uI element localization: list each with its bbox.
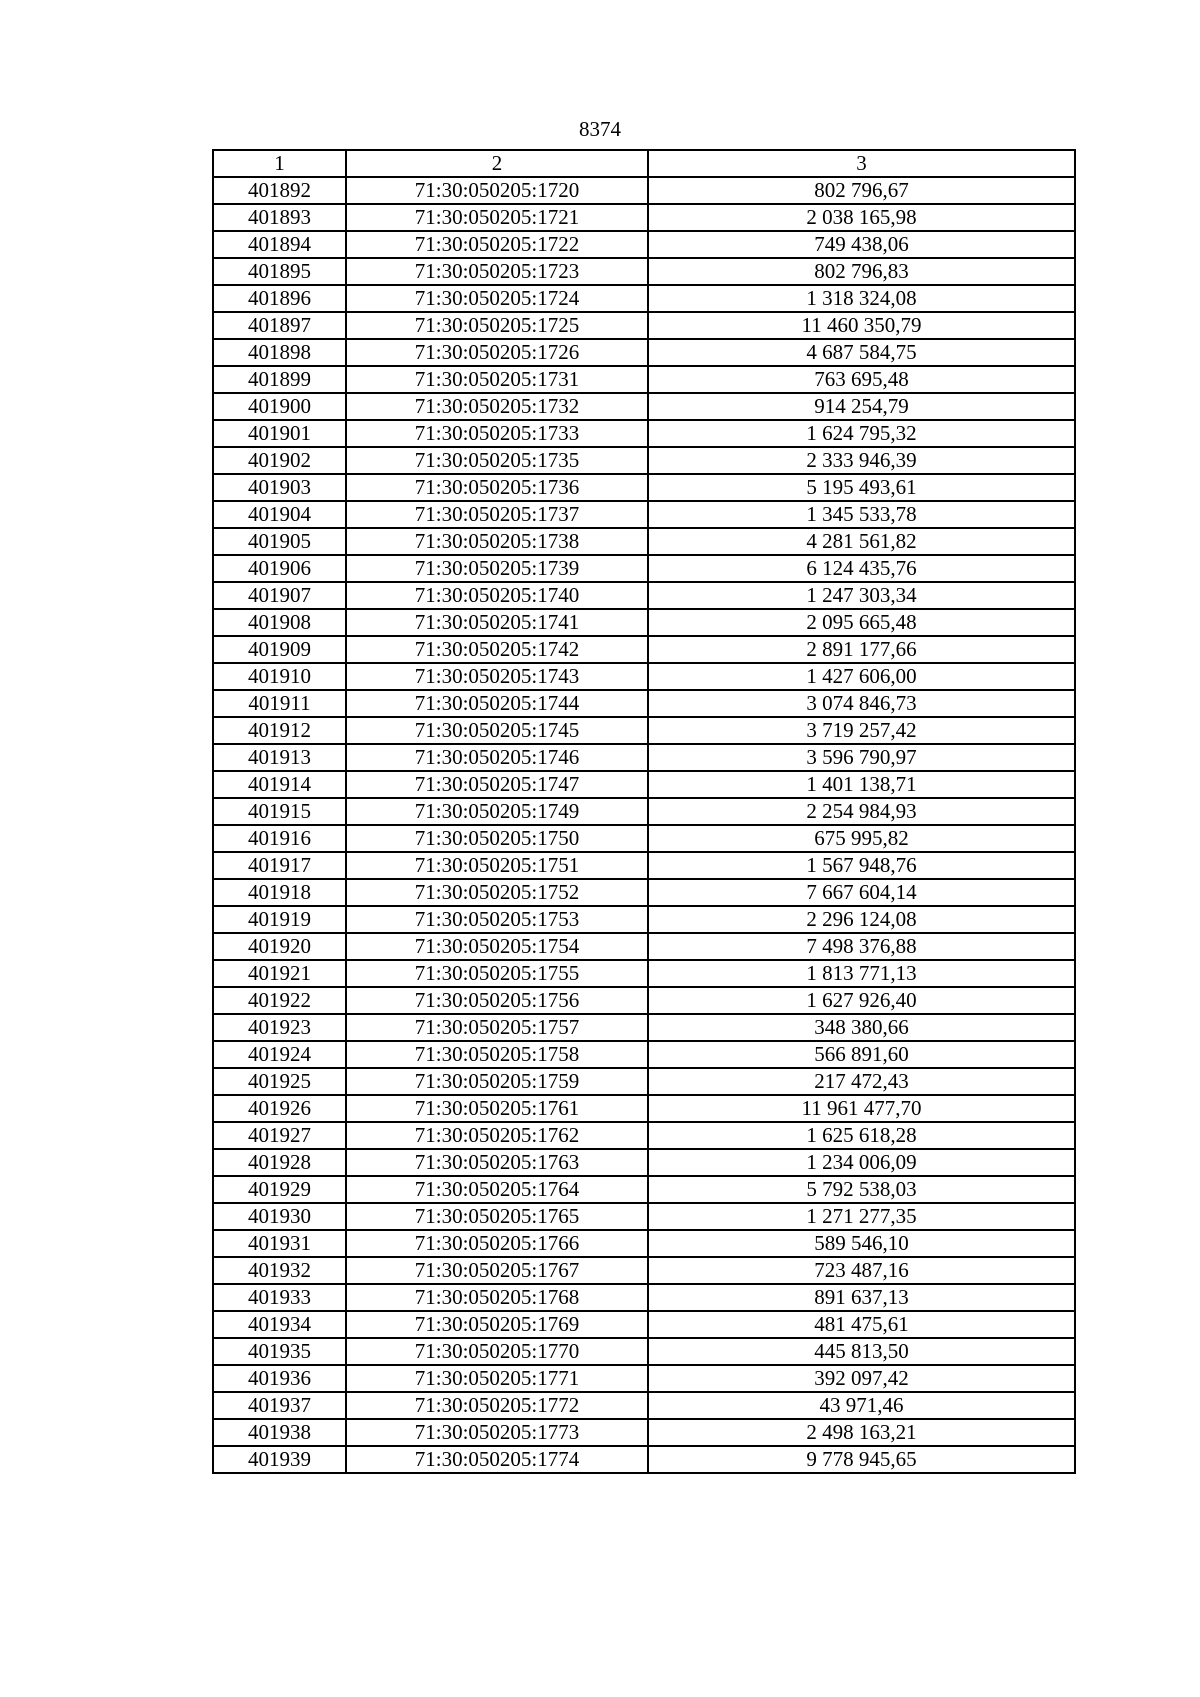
row-number-cell: 401895	[213, 258, 346, 285]
header-cell-3: 3	[648, 150, 1075, 177]
value-cell: 4 687 584,75	[648, 339, 1075, 366]
row-number-cell: 401900	[213, 393, 346, 420]
row-number-cell: 401939	[213, 1446, 346, 1473]
cadastral-number-cell: 71:30:050205:1766	[346, 1230, 648, 1257]
cadastral-number-cell: 71:30:050205:1743	[346, 663, 648, 690]
table-row	[213, 825, 1075, 852]
value-cell: 1 625 618,28	[648, 1122, 1075, 1149]
value-cell: 392 097,42	[648, 1365, 1075, 1392]
row-number-cell: 401932	[213, 1257, 346, 1284]
cadastral-number-cell: 71:30:050205:1749	[346, 798, 648, 825]
table-row	[213, 1176, 1075, 1203]
row-number-cell: 401933	[213, 1284, 346, 1311]
value-cell: 2 038 165,98	[648, 204, 1075, 231]
value-cell: 566 891,60	[648, 1041, 1075, 1068]
row-number-cell: 401917	[213, 852, 346, 879]
value-cell: 914 254,79	[648, 393, 1075, 420]
cadastral-number-cell: 71:30:050205:1733	[346, 420, 648, 447]
value-cell: 4 281 561,82	[648, 528, 1075, 555]
table-row	[213, 1257, 1075, 1284]
row-number-cell: 401916	[213, 825, 346, 852]
cadastral-number-cell: 71:30:050205:1725	[346, 312, 648, 339]
cadastral-number-cell: 71:30:050205:1771	[346, 1365, 648, 1392]
table-row	[213, 717, 1075, 744]
table-row	[213, 474, 1075, 501]
row-number-cell: 401908	[213, 609, 346, 636]
row-number-cell: 401920	[213, 933, 346, 960]
cadastral-number-cell: 71:30:050205:1752	[346, 879, 648, 906]
cadastral-number-cell: 71:30:050205:1754	[346, 933, 648, 960]
value-cell: 723 487,16	[648, 1257, 1075, 1284]
cadastral-number-cell: 71:30:050205:1762	[346, 1122, 648, 1149]
table-row	[213, 1419, 1075, 1446]
table-row	[213, 1284, 1075, 1311]
table-row	[213, 1230, 1075, 1257]
cadastral-number-cell: 71:30:050205:1770	[346, 1338, 648, 1365]
value-cell: 5 195 493,61	[648, 474, 1075, 501]
row-number-cell: 401931	[213, 1230, 346, 1257]
row-number-cell: 401921	[213, 960, 346, 987]
header-cell-2: 2	[346, 150, 648, 177]
table-row	[213, 1122, 1075, 1149]
value-cell: 1 627 926,40	[648, 987, 1075, 1014]
cadastral-number-cell: 71:30:050205:1723	[346, 258, 648, 285]
table-row	[213, 609, 1075, 636]
cadastral-number-cell: 71:30:050205:1736	[346, 474, 648, 501]
header-cell-1: 1	[213, 150, 346, 177]
table-row	[213, 1068, 1075, 1095]
cadastral-number-cell: 71:30:050205:1751	[346, 852, 648, 879]
value-cell: 1 271 277,35	[648, 1203, 1075, 1230]
table-row	[213, 744, 1075, 771]
cadastral-number-cell: 71:30:050205:1732	[346, 393, 648, 420]
value-cell: 3 719 257,42	[648, 717, 1075, 744]
cadastral-number-cell: 71:30:050205:1739	[346, 555, 648, 582]
cadastral-number-cell: 71:30:050205:1773	[346, 1419, 648, 1446]
cadastral-number-cell: 71:30:050205:1759	[346, 1068, 648, 1095]
value-cell: 802 796,83	[648, 258, 1075, 285]
value-cell: 11 961 477,70	[648, 1095, 1075, 1122]
cadastral-number-cell: 71:30:050205:1740	[346, 582, 648, 609]
value-cell: 675 995,82	[648, 825, 1075, 852]
cadastral-number-cell: 71:30:050205:1726	[346, 339, 648, 366]
value-cell: 1 401 138,71	[648, 771, 1075, 798]
cadastral-number-cell: 71:30:050205:1755	[346, 960, 648, 987]
table-row	[213, 636, 1075, 663]
table-row	[213, 555, 1075, 582]
table-row	[213, 366, 1075, 393]
table-row	[213, 177, 1075, 204]
cadastral-number-cell: 71:30:050205:1738	[346, 528, 648, 555]
table-row	[213, 393, 1075, 420]
value-cell: 802 796,67	[648, 177, 1075, 204]
row-number-cell: 401899	[213, 366, 346, 393]
value-cell: 3 074 846,73	[648, 690, 1075, 717]
row-number-cell: 401911	[213, 690, 346, 717]
table-row	[213, 1311, 1075, 1338]
value-cell: 1 813 771,13	[648, 960, 1075, 987]
value-cell: 7 498 376,88	[648, 933, 1075, 960]
value-cell: 1 427 606,00	[648, 663, 1075, 690]
cadastral-number-cell: 71:30:050205:1764	[346, 1176, 648, 1203]
table-row	[213, 420, 1075, 447]
value-cell: 2 333 946,39	[648, 447, 1075, 474]
cadastral-number-cell: 71:30:050205:1767	[346, 1257, 648, 1284]
row-number-cell: 401893	[213, 204, 346, 231]
table-row	[213, 1365, 1075, 1392]
table-row	[213, 258, 1075, 285]
cadastral-number-cell: 71:30:050205:1724	[346, 285, 648, 312]
table-row	[213, 933, 1075, 960]
row-number-cell: 401901	[213, 420, 346, 447]
table-row	[213, 339, 1075, 366]
value-cell: 217 472,43	[648, 1068, 1075, 1095]
row-number-cell: 401928	[213, 1149, 346, 1176]
table-row	[213, 960, 1075, 987]
table-row	[213, 1203, 1075, 1230]
row-number-cell: 401929	[213, 1176, 346, 1203]
value-cell: 1 318 324,08	[648, 285, 1075, 312]
table-row	[213, 1338, 1075, 1365]
row-number-cell: 401936	[213, 1365, 346, 1392]
row-number-cell: 401925	[213, 1068, 346, 1095]
cadastral-number-cell: 71:30:050205:1721	[346, 204, 648, 231]
cadastral-number-cell: 71:30:050205:1745	[346, 717, 648, 744]
table-row	[213, 528, 1075, 555]
table-row	[213, 582, 1075, 609]
table-row	[213, 690, 1075, 717]
row-number-cell: 401926	[213, 1095, 346, 1122]
cadastral-number-cell: 71:30:050205:1772	[346, 1392, 648, 1419]
row-number-cell: 401919	[213, 906, 346, 933]
value-cell: 2 498 163,21	[648, 1419, 1075, 1446]
table-row	[213, 906, 1075, 933]
cadastral-number-cell: 71:30:050205:1768	[346, 1284, 648, 1311]
header-row	[213, 150, 1075, 177]
cadastral-number-cell: 71:30:050205:1753	[346, 906, 648, 933]
row-number-cell: 401934	[213, 1311, 346, 1338]
table-row	[213, 1149, 1075, 1176]
row-number-cell: 401903	[213, 474, 346, 501]
value-cell: 763 695,48	[648, 366, 1075, 393]
cadastral-number-cell: 71:30:050205:1747	[346, 771, 648, 798]
row-number-cell: 401927	[213, 1122, 346, 1149]
cadastral-number-cell: 71:30:050205:1765	[346, 1203, 648, 1230]
page-number: 8374	[579, 117, 621, 141]
table-row	[213, 312, 1075, 339]
row-number-cell: 401910	[213, 663, 346, 690]
table-row	[213, 852, 1075, 879]
value-cell: 11 460 350,79	[648, 312, 1075, 339]
table-row	[213, 285, 1075, 312]
cadastral-number-cell: 71:30:050205:1757	[346, 1014, 648, 1041]
value-cell: 1 624 795,32	[648, 420, 1075, 447]
cadastral-number-cell: 71:30:050205:1763	[346, 1149, 648, 1176]
table-row	[213, 204, 1075, 231]
row-number-cell: 401912	[213, 717, 346, 744]
value-cell: 481 475,61	[648, 1311, 1075, 1338]
value-cell: 2 254 984,93	[648, 798, 1075, 825]
value-cell: 348 380,66	[648, 1014, 1075, 1041]
row-number-cell: 401896	[213, 285, 346, 312]
table-row	[213, 231, 1075, 258]
value-cell: 3 596 790,97	[648, 744, 1075, 771]
row-number-cell: 401938	[213, 1419, 346, 1446]
cadastral-number-cell: 71:30:050205:1731	[346, 366, 648, 393]
row-number-cell: 401937	[213, 1392, 346, 1419]
table-row	[213, 987, 1075, 1014]
cadastral-number-cell: 71:30:050205:1744	[346, 690, 648, 717]
row-number-cell: 401922	[213, 987, 346, 1014]
value-cell: 2 296 124,08	[648, 906, 1075, 933]
table-row	[213, 1392, 1075, 1419]
table-body	[213, 150, 1075, 1473]
row-number-cell: 401923	[213, 1014, 346, 1041]
table-row	[213, 1014, 1075, 1041]
row-number-cell: 401918	[213, 879, 346, 906]
value-cell: 891 637,13	[648, 1284, 1075, 1311]
value-cell: 9 778 945,65	[648, 1446, 1075, 1473]
cadastral-number-cell: 71:30:050205:1741	[346, 609, 648, 636]
cadastral-number-cell: 71:30:050205:1735	[346, 447, 648, 474]
table-row	[213, 1095, 1075, 1122]
value-cell: 6 124 435,76	[648, 555, 1075, 582]
table-row	[213, 771, 1075, 798]
row-number-cell: 401909	[213, 636, 346, 663]
row-number-cell: 401894	[213, 231, 346, 258]
value-cell: 1 345 533,78	[648, 501, 1075, 528]
row-number-cell: 401935	[213, 1338, 346, 1365]
cadastral-number-cell: 71:30:050205:1742	[346, 636, 648, 663]
data-table	[212, 149, 1076, 1474]
row-number-cell: 401904	[213, 501, 346, 528]
row-number-cell: 401907	[213, 582, 346, 609]
row-number-cell: 401906	[213, 555, 346, 582]
value-cell: 1 247 303,34	[648, 582, 1075, 609]
row-number-cell: 401915	[213, 798, 346, 825]
row-number-cell: 401898	[213, 339, 346, 366]
row-number-cell: 401914	[213, 771, 346, 798]
value-cell: 445 813,50	[648, 1338, 1075, 1365]
row-number-cell: 401892	[213, 177, 346, 204]
value-cell: 749 438,06	[648, 231, 1075, 258]
table-row	[213, 447, 1075, 474]
table-row	[213, 1041, 1075, 1068]
value-cell: 2 891 177,66	[648, 636, 1075, 663]
cadastral-number-cell: 71:30:050205:1722	[346, 231, 648, 258]
cadastral-number-cell: 71:30:050205:1756	[346, 987, 648, 1014]
table-row	[213, 1446, 1075, 1473]
table-row	[213, 501, 1075, 528]
value-cell: 5 792 538,03	[648, 1176, 1075, 1203]
row-number-cell: 401905	[213, 528, 346, 555]
cadastral-number-cell: 71:30:050205:1774	[346, 1446, 648, 1473]
table-row	[213, 663, 1075, 690]
value-cell: 1 234 006,09	[648, 1149, 1075, 1176]
cadastral-number-cell: 71:30:050205:1737	[346, 501, 648, 528]
cadastral-number-cell: 71:30:050205:1758	[346, 1041, 648, 1068]
table-row	[213, 798, 1075, 825]
row-number-cell: 401897	[213, 312, 346, 339]
cadastral-number-cell: 71:30:050205:1761	[346, 1095, 648, 1122]
value-cell: 589 546,10	[648, 1230, 1075, 1257]
value-cell: 1 567 948,76	[648, 852, 1075, 879]
cadastral-number-cell: 71:30:050205:1746	[346, 744, 648, 771]
cadastral-number-cell: 71:30:050205:1769	[346, 1311, 648, 1338]
table-row	[213, 879, 1075, 906]
value-cell: 2 095 665,48	[648, 609, 1075, 636]
row-number-cell: 401924	[213, 1041, 346, 1068]
row-number-cell: 401913	[213, 744, 346, 771]
row-number-cell: 401902	[213, 447, 346, 474]
cadastral-number-cell: 71:30:050205:1720	[346, 177, 648, 204]
value-cell: 7 667 604,14	[648, 879, 1075, 906]
row-number-cell: 401930	[213, 1203, 346, 1230]
value-cell: 43 971,46	[648, 1392, 1075, 1419]
cadastral-number-cell: 71:30:050205:1750	[346, 825, 648, 852]
